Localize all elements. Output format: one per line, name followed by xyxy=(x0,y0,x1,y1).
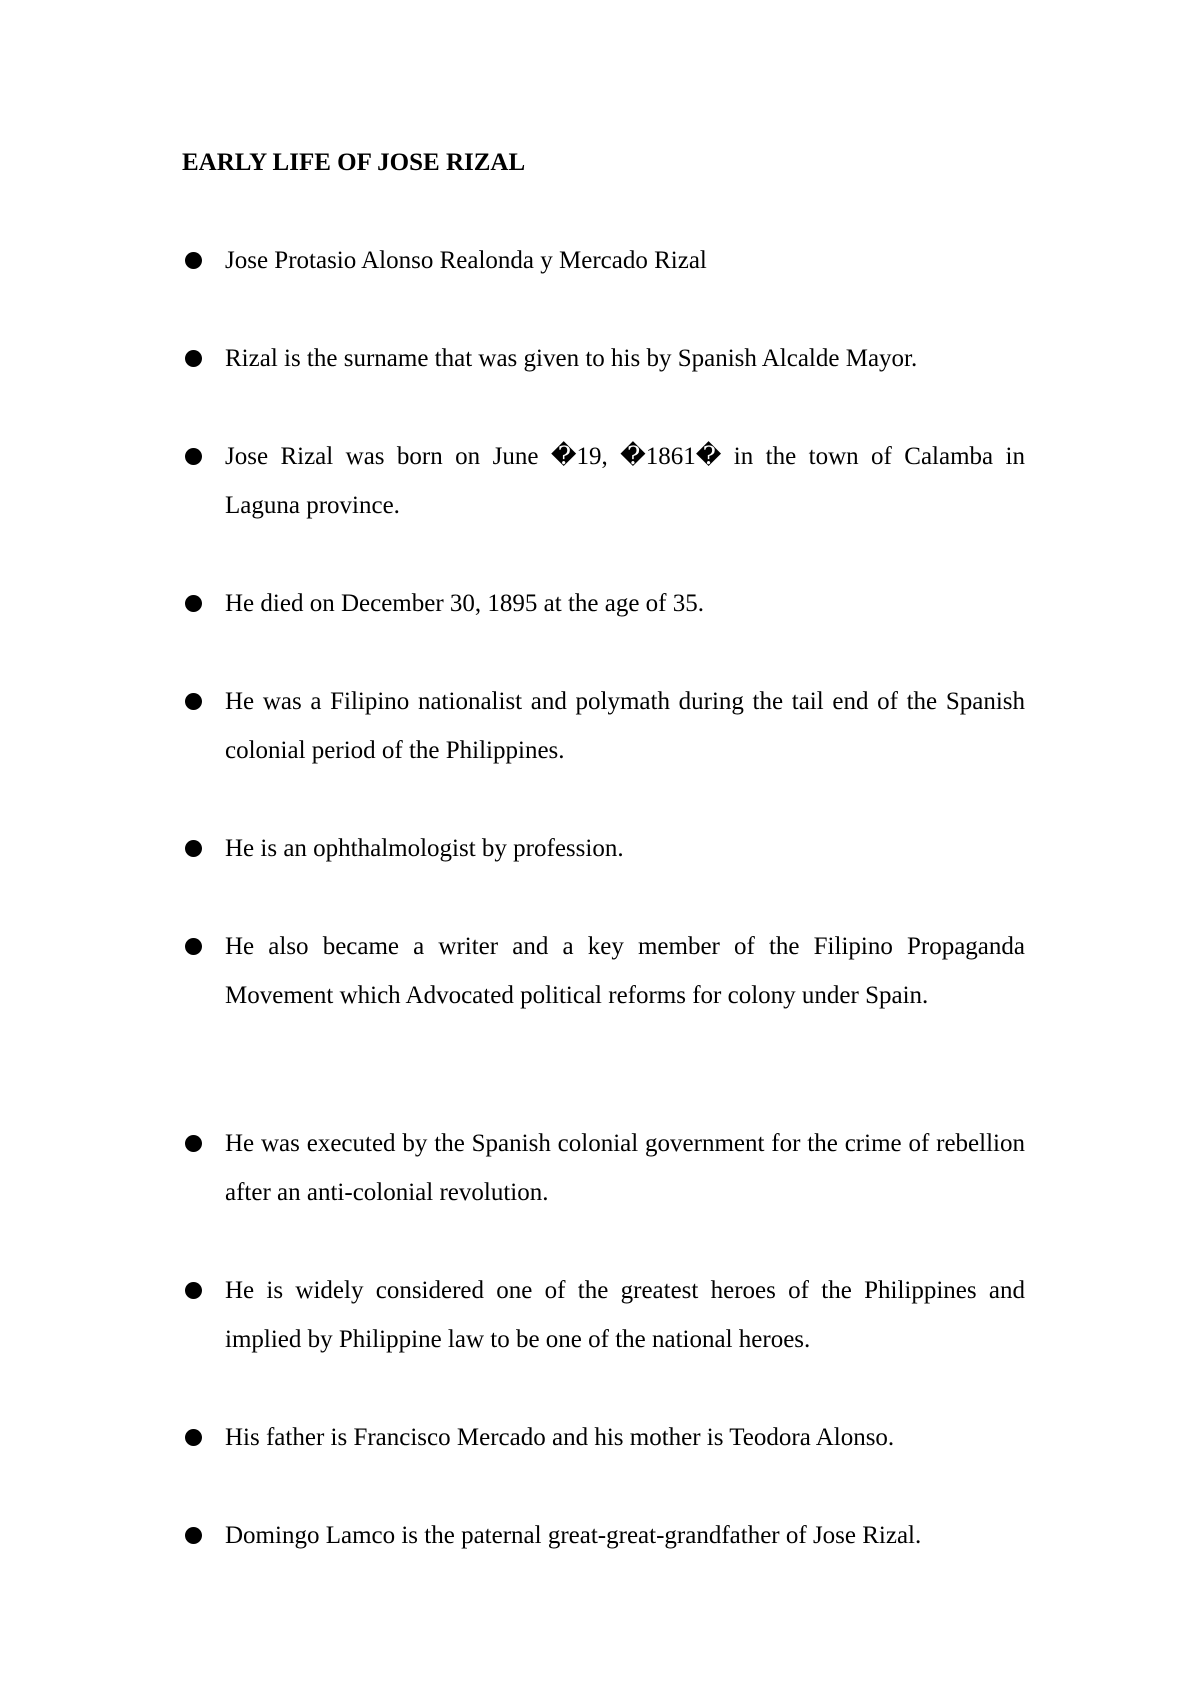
list-item xyxy=(182,677,1025,775)
list-item-text: Rizal is the surname that was given to his by Spanish Alcalde Mayor. xyxy=(225,345,918,372)
bullet-icon xyxy=(185,840,202,857)
list-item-text: He is widely considered one of the greatest heroes of the Philippines and implied by Philippine law to be one of the national heroes. xyxy=(225,1277,1025,1353)
list-item xyxy=(182,1119,1025,1217)
bullet-icon xyxy=(185,448,202,465)
bullet-icon xyxy=(185,1429,202,1446)
list-item-text: He also became a writer and a key member of the Filipino Propaganda Movement which Advocated political reforms for colony under Spain. xyxy=(225,933,1025,1009)
list-item-text: He was a Filipino nationalist and polymath during the tail end of the Spanish colonial period of the Philippines. xyxy=(225,688,1025,764)
list-item-text: His father is Francisco Mercado and his mother is Teodora Alonso. xyxy=(225,1424,895,1451)
bullet-icon xyxy=(185,938,202,955)
list-item-text: He was executed by the Spanish colonial government for the crime of rebellion after an anti-colonial revolution. xyxy=(225,1130,1025,1206)
bullet-icon xyxy=(185,1282,202,1299)
list-item xyxy=(182,922,1025,1020)
list-item xyxy=(182,334,1025,383)
bullet-icon xyxy=(185,595,202,612)
list-item xyxy=(182,432,1025,530)
list-item xyxy=(182,236,1025,285)
list-item xyxy=(182,1266,1025,1364)
list-item-text: Jose Rizal was born on June �19, �1861� in the town of Calamba in Laguna province. xyxy=(225,443,1025,519)
bullet-icon xyxy=(185,1135,202,1152)
bullet-icon xyxy=(185,252,202,269)
list-item-text: He died on December 30, 1895 at the age of 35. xyxy=(225,590,705,617)
list-item xyxy=(182,824,1025,873)
list-item-text: Jose Protasio Alonso Realonda y Mercado Rizal xyxy=(225,247,707,274)
list-item xyxy=(182,1511,1025,1560)
list-item-text: Domingo Lamco is the paternal great-great-grandfather of Jose Rizal. xyxy=(225,1522,922,1549)
list-item-text: He is an ophthalmologist by profession. xyxy=(225,835,624,862)
bullet-icon xyxy=(185,693,202,710)
document-title: EARLY LIFE OF JOSE RIZAL xyxy=(182,149,526,176)
list-item xyxy=(182,1413,1025,1462)
list-item xyxy=(182,579,1025,628)
bullet-icon xyxy=(185,350,202,367)
bullet-icon xyxy=(185,1527,202,1544)
